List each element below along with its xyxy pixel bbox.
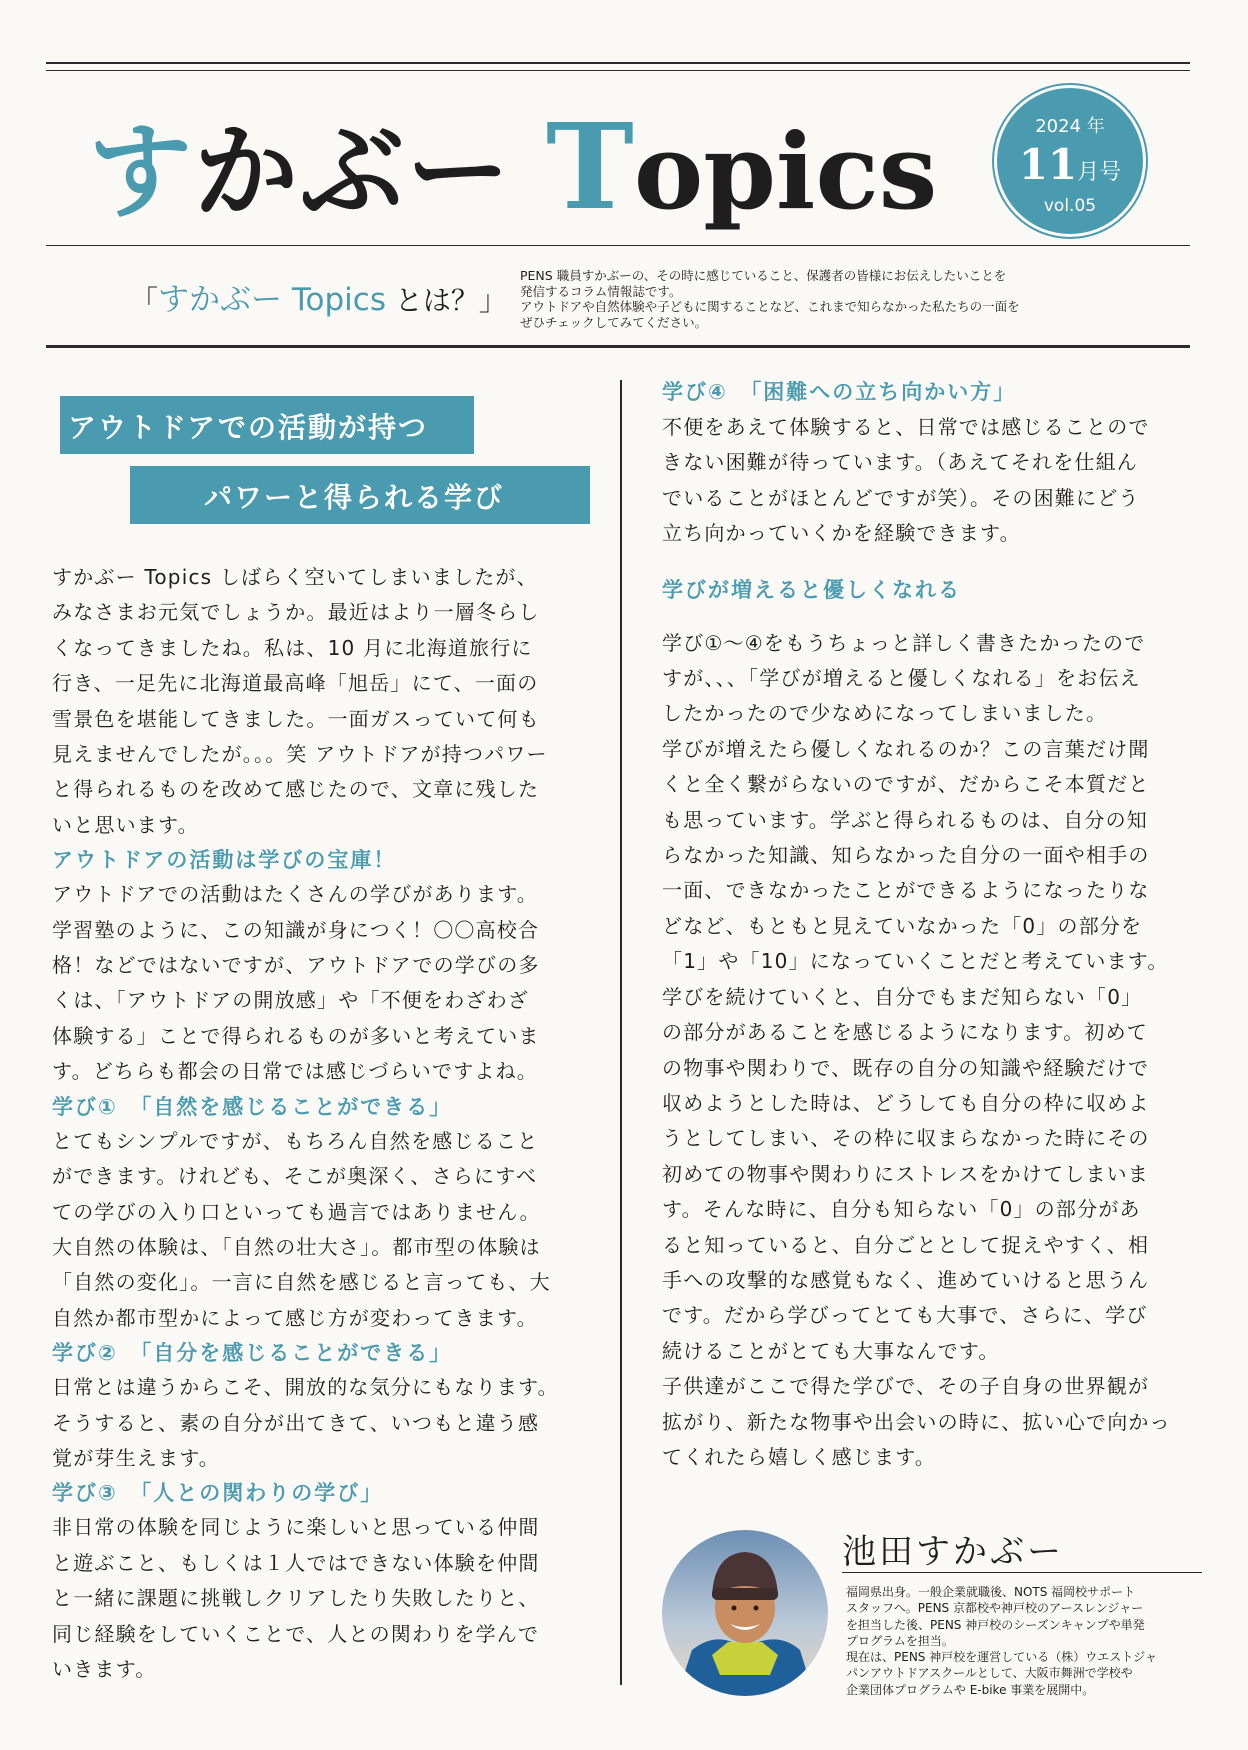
learn1-line: 自然か都市型かによって感じ方が変わってきます。	[52, 1305, 538, 1330]
about-line: アウトドアや自然体験や子どもに関することなど、これまで知らなかった私たちの一面を	[520, 299, 1020, 314]
about-label-open: 「	[130, 284, 159, 317]
learn1-line: ての学びの入り口といっても過言ではありません。	[52, 1199, 541, 1224]
issue-volume: vol.05	[1043, 196, 1097, 216]
about-rule-top	[46, 245, 1190, 246]
learn3-line: と一緒に課題に挑戦しクリアしたり失敗したりと、	[52, 1586, 540, 1611]
learn2-line: そうすると、素の自分が出てきて、いつもと違う感	[52, 1410, 540, 1435]
right-column	[662, 374, 1210, 1475]
learn3-line: と遊ぶこと、もしくは１人ではできない体験を仲間	[52, 1550, 540, 1575]
learn4-line: 不便をあえて体験すると、日常では感じることので	[662, 415, 1150, 439]
kind-line: すが、、、「学びが増えると優しくなれる」をお伝え	[662, 666, 1141, 691]
bio-line: プログラムを担当。	[846, 1633, 954, 1648]
intro-line: くなってきましたね。私は、10 月に北海道旅行に	[52, 635, 533, 660]
intro-line: と得られるものを改めて感じたので、文章に残した	[52, 777, 540, 802]
author-portrait-illustration	[662, 1530, 828, 1696]
headline-band-2: パワーと得られる学び	[130, 466, 590, 524]
learn3-line: いきます。	[52, 1656, 157, 1681]
kind-line: す。そんな時に、自分も知らない「0」の部分があ	[662, 1197, 1141, 1222]
treasure-line: す。どちらも都会の日常では感じづらいですよね。	[52, 1059, 538, 1084]
kind-line: 学びを続けていくと、自分でもまだ知らない「0」	[662, 984, 1143, 1009]
kind-line: 一面、できなかったことができるようになったりな	[662, 878, 1150, 903]
heading-learn4: 学び④ 「困難への立ち向かい方」	[662, 380, 1017, 404]
learn1-line: とてもシンプルですが、もちろん自然を感じること	[52, 1128, 539, 1153]
kind-line: 子供達がここで得た学びで、その子自身の世界観が	[662, 1374, 1150, 1399]
kind-line: したかったので少なめになってしまいました。	[662, 701, 1108, 726]
issue-badge	[994, 85, 1146, 237]
issue-month-row	[997, 140, 1143, 189]
heading-learn2: 学び② 「自分を感じることができる」	[52, 1341, 453, 1366]
kind-line: 収めようとした時は、どうしても自分の枠に収めよ	[662, 1090, 1150, 1115]
treasure-line: くは、「アウトドアの開放感」や「不便をわざわざ	[52, 988, 529, 1013]
kind-line: ると知っていると、自分ごととして捉えやすく、相	[662, 1232, 1150, 1257]
about-rule-bottom	[46, 345, 1190, 348]
kind-line: うとしてしまい、その枠に収まらなかった時にその	[662, 1126, 1150, 1151]
learn3-line: 非日常の体験を同じように楽しいと思っている仲間	[52, 1515, 540, 1540]
headline-band-1: アウトドアでの活動が持つ	[60, 396, 474, 454]
bio-line: スタッフへ。PENS 京都校や神戸校のアースレンジャー	[846, 1601, 1144, 1616]
intro-line: いと思います。	[52, 812, 199, 837]
author-name: 池田すかぶー	[842, 1532, 1064, 1572]
learn4-line: 立ち向かっていくかを経験できます。	[662, 521, 1021, 546]
title-jp-part2: かぶー	[194, 111, 513, 233]
bio-line: パンアウトドアスクールとして、大阪市舞洲で学校や	[846, 1666, 1133, 1681]
learn2-line: 日常とは違うからこそ、開放的な気分にもなります。	[52, 1375, 559, 1400]
masthead-title	[88, 88, 938, 236]
kind-line: らなかった知識、知らなかった自分の一面や相手の	[662, 843, 1150, 868]
issue-year: 2024 年	[1035, 116, 1105, 137]
about-label-rest: とは？」	[386, 284, 507, 317]
column-divider	[620, 380, 622, 1685]
learn2-line: 覚が芽生えます。	[52, 1445, 220, 1470]
intro-line: 雪景色を堪能してきました。一面ガスっていて何も	[52, 706, 540, 731]
issue-month: 11	[1018, 140, 1078, 189]
author-photo	[662, 1530, 828, 1696]
heading-learn3: 学び③ 「人との関わりの学び」	[52, 1481, 384, 1506]
intro-line: すかぶー Topics しばらく空いてしまいましたが、	[52, 565, 538, 589]
heading-learn1: 学び① 「自然を感じることができる」	[52, 1094, 453, 1119]
kind-line: の部分があることを感じるようになります。初めて	[662, 1020, 1148, 1045]
about-line: 発信するコラム情報誌です。	[520, 283, 682, 299]
treasure-line: 体験する」ことで得られるものが多いと考えていま	[52, 1023, 540, 1048]
kind-line: の物事や関わりで、既存の自分の知識や経験だけで	[662, 1055, 1150, 1080]
title-en-initial: T	[546, 97, 634, 236]
kind-line: 学びが増えたら優しくなれるのか？この言葉だけ聞	[662, 736, 1150, 761]
learn3-line: 同じ経験をしていくことで、人との関わりを学んで	[52, 1621, 540, 1646]
treasure-line: アウトドアでの活動はたくさんの学びがあります。	[52, 882, 538, 907]
kind-line: です。だから学びってとても大事で、さらに、学び	[662, 1303, 1148, 1328]
about-label-main: すかぶー Topics	[158, 282, 386, 318]
treasure-line: 学習塾のように、この知識が身につく！〇〇高校合	[52, 917, 540, 942]
about-line: ぜひチェックしてみてください。	[520, 314, 708, 330]
issue-month-unit: 月号	[1077, 160, 1122, 185]
top-rule-outer	[46, 62, 1190, 64]
kind-line: くと全く繋がらないのですが、だからこそ本質だと	[662, 772, 1150, 797]
bio-line: を担当した後、PENS 神戸校のシーズンキャンプや単発	[846, 1617, 1145, 1632]
bio-line: 福岡県出身。一般企業就職後、NOTS 福岡校サポート	[846, 1585, 1136, 1599]
heading-kind: 学びが増えると優しくなれる	[662, 577, 961, 602]
kind-line: 学び①～④をもうちょっと詳しく書きたかったので	[662, 630, 1146, 655]
learn1-line: ができます。けれども、そこが奥深く、さらにすべ	[52, 1164, 538, 1189]
intro-line: 行き、一足先に北海道最高峰「旭岳」にて、一面の	[52, 671, 539, 696]
author-name-rule	[842, 1572, 1202, 1573]
kind-line: 初めての物事や関わりにストレスをかけてしまいま	[662, 1161, 1149, 1186]
learn1-line: 大自然の体験は、「自然の壮大さ」。都市型の体験は	[52, 1234, 541, 1259]
intro-line: みなさまお元気でしょうか。最近はより一層冬らし	[52, 600, 540, 625]
kind-line: てくれたら嬉しく感じます。	[662, 1444, 936, 1469]
left-column	[52, 560, 600, 1687]
kind-line: 「1」や「10」になっていくことだと考えています。	[662, 949, 1169, 974]
kind-line: も思っています。学ぶと得られるものは、自分の知	[662, 807, 1148, 832]
learn1-line: 「自然の変化」。一言に自然を感じると言っても、大	[52, 1270, 551, 1295]
treasure-line: 格！などではないですが、アウトドアでの学びの多	[52, 953, 540, 978]
top-rule-inner	[46, 70, 1190, 71]
title-jp-part1: す	[88, 111, 195, 233]
bio-line: 企業団体プログラムや E-bike 事業を展開中。	[846, 1682, 1095, 1697]
author-bio	[846, 1584, 1198, 1698]
kind-line: 手への攻撃的な感覚もなく、進めていけると思うん	[662, 1267, 1150, 1292]
kind-line: 拡がり、新たな物事や出会いの時に、拡い心で向かっ	[662, 1409, 1171, 1434]
about-description	[520, 268, 1110, 330]
bio-line: 現在は、PENS 神戸校を運営している（株）ウエストジャ	[846, 1650, 1157, 1665]
kind-line: 続けることがとても大事なんです。	[662, 1338, 1000, 1363]
heading-treasure: アウトドアの活動は学びの宝庫！	[52, 848, 397, 873]
title-en-rest: opics	[633, 110, 938, 233]
about-line: PENS 職員すかぶーの、その時に感じていること、保護者の皆様にお伝えしたいことを	[520, 268, 1007, 283]
learn4-line: きない困難が待っています。（あえてそれを仕組ん	[662, 450, 1138, 475]
learn4-line: でいることがほとんどですが笑）。その困難にどう	[662, 485, 1140, 510]
intro-line: 見えませんでしたが。。。笑 アウトドアが持つパワー	[52, 742, 548, 767]
about-label	[130, 274, 507, 319]
kind-line: どなど、もともと見えていなかった「0」の部分を	[662, 913, 1143, 938]
